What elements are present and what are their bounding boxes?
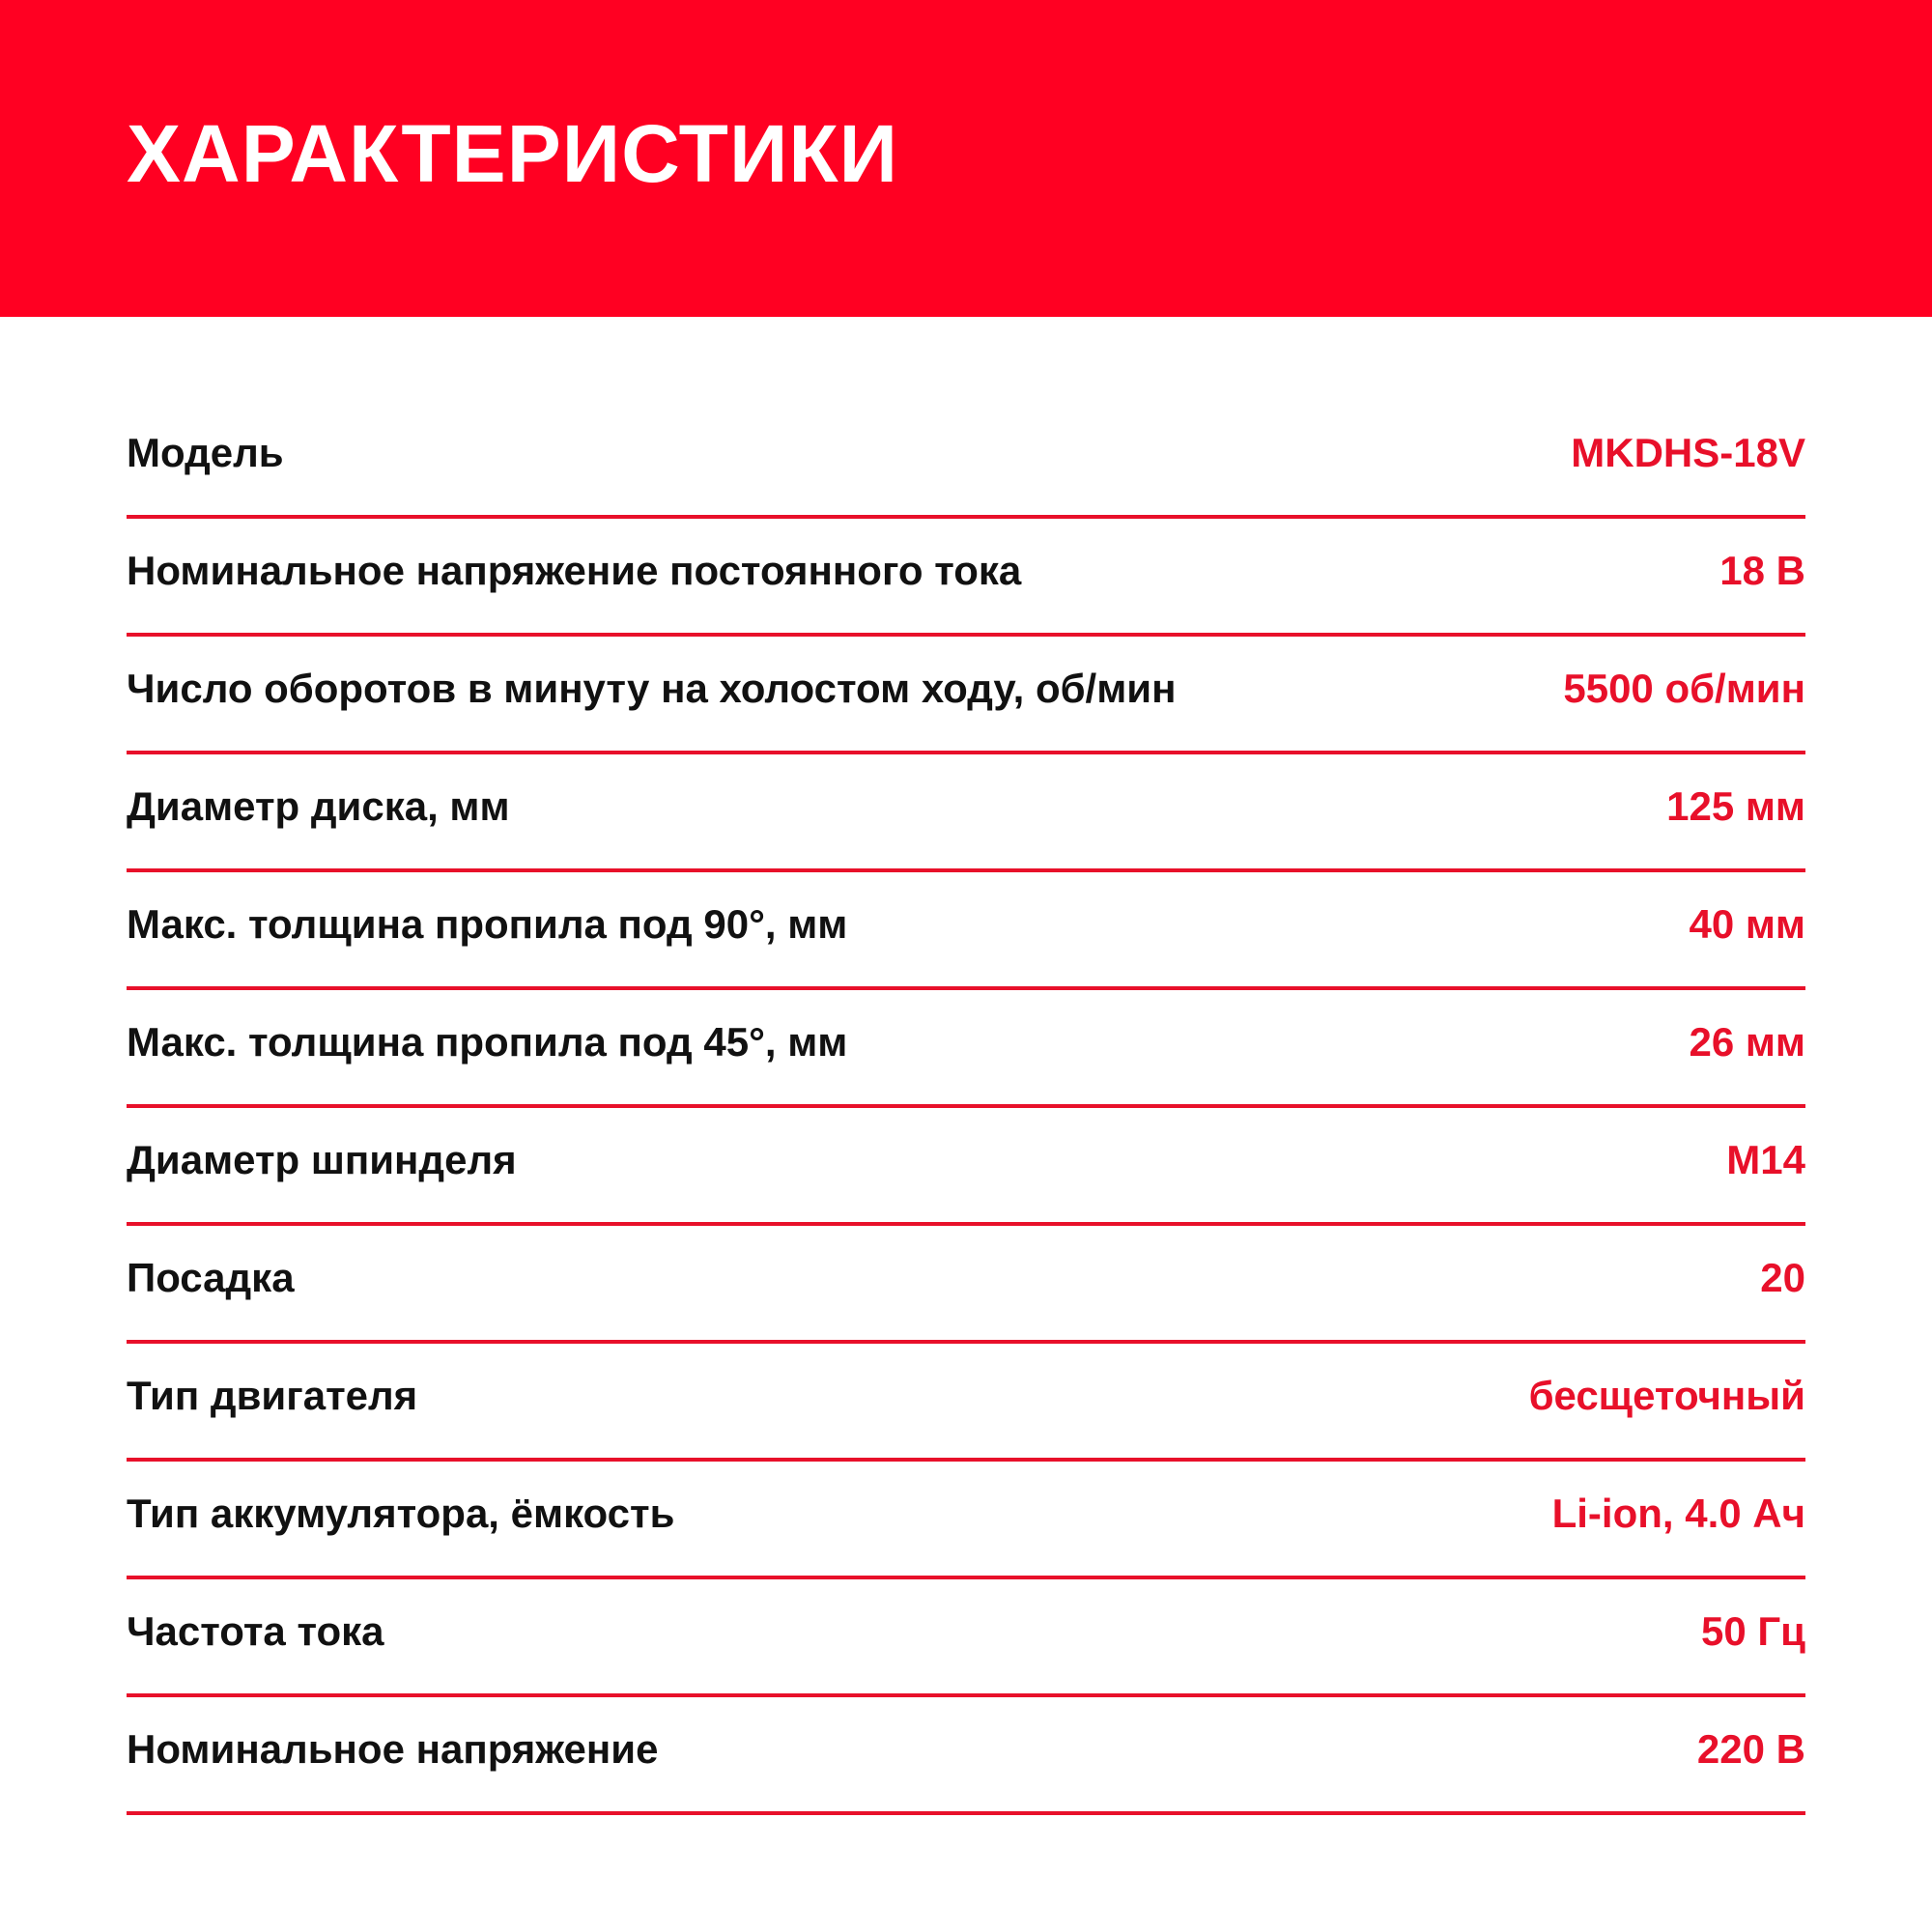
- spec-row-rated-voltage: [127, 1697, 1805, 1815]
- spec-value: М14: [1726, 1137, 1805, 1182]
- header-banner: [0, 0, 1932, 317]
- spec-row-arbor: [127, 1226, 1805, 1344]
- spec-label: Тип аккумулятора, ёмкость: [127, 1491, 675, 1536]
- spec-value: бесщеточный: [1528, 1373, 1805, 1418]
- spec-value: MKDHS-18V: [1571, 430, 1805, 475]
- spec-row-battery: [127, 1462, 1805, 1579]
- spec-value: 20: [1760, 1255, 1805, 1300]
- spec-row-disc-diameter: [127, 754, 1805, 872]
- spec-label: Диаметр шпинделя: [127, 1137, 517, 1182]
- spec-label: Число оборотов в минуту на холостом ходу, об/мин: [127, 666, 1177, 711]
- spec-row-spindle-diameter: [127, 1108, 1805, 1226]
- spec-label: Номинальное напряжение постоянного тока: [127, 548, 1022, 593]
- spec-value: 220 В: [1696, 1726, 1805, 1772]
- spec-label: Диаметр диска, мм: [127, 783, 510, 829]
- spec-row-frequency: [127, 1579, 1805, 1697]
- spec-label: Макс. толщина пропила под 45°, мм: [127, 1019, 848, 1065]
- spec-value: 5500 об/мин: [1563, 666, 1805, 711]
- spec-value: 125 мм: [1666, 783, 1805, 829]
- spec-row-idle-speed: [127, 637, 1805, 754]
- spec-value: 40 мм: [1689, 901, 1805, 947]
- spec-label: Макс. толщина пропила под 90°, мм: [127, 901, 848, 947]
- spec-row-cut-depth-90: [127, 872, 1805, 990]
- spec-label: Тип двигателя: [127, 1373, 418, 1418]
- spec-value: 18 В: [1719, 548, 1805, 593]
- spec-label: Посадка: [127, 1255, 295, 1300]
- spec-row-motor-type: [127, 1344, 1805, 1462]
- spec-row-model: [127, 401, 1805, 519]
- spec-row-cut-depth-45: [127, 990, 1805, 1108]
- spec-label: Модель: [127, 430, 284, 475]
- spec-value: 50 Гц: [1700, 1608, 1805, 1654]
- spec-label: Частота тока: [127, 1608, 384, 1654]
- spec-label: Номинальное напряжение: [127, 1726, 659, 1772]
- specs-table: [127, 401, 1805, 1815]
- page-title: ХАРАКТЕРИСТИКИ: [127, 108, 898, 199]
- spec-row-dc-voltage: [127, 519, 1805, 637]
- spec-value: Li-ion, 4.0 Ач: [1551, 1491, 1805, 1536]
- spec-value: 26 мм: [1689, 1019, 1805, 1065]
